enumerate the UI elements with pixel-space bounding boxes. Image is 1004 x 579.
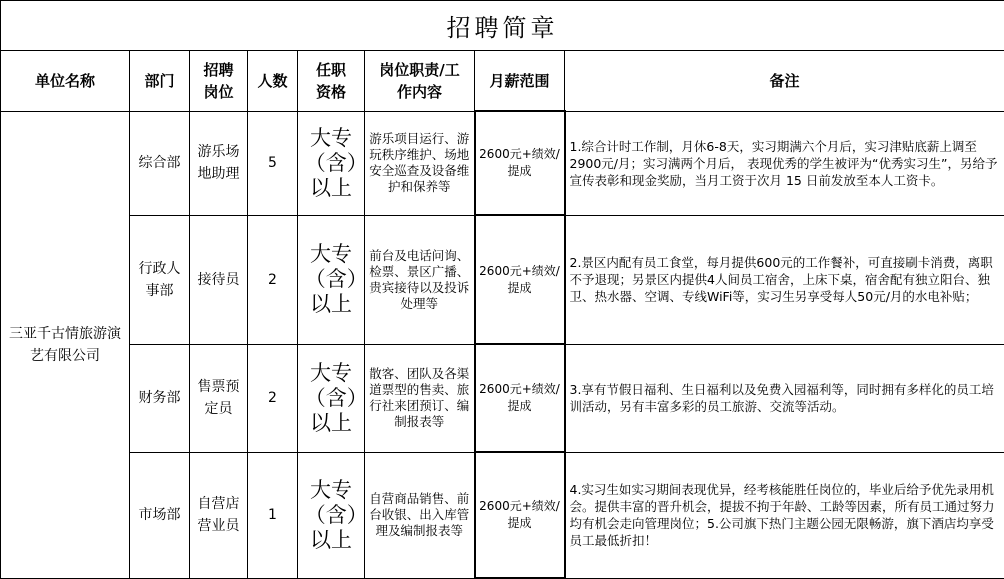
salary-cell: 2600元+绩效/提成: [475, 111, 565, 215]
table-row: [1, 452, 1004, 578]
qualification-cell: 大专（含）以上: [298, 452, 365, 578]
note-cell: 1.综合计时工作制，月休6-8天，实习期满六个月后，实习津贴底薪上调至2900元/月；实习满两个月后， 表现优秀的学生被评为“优秀实习生”，另给予宣传表彰和现金奖励，当月工资于次月 15 日前发放至本人工资卡。: [565, 111, 1004, 215]
salary-cell: 2600元+绩效/提成: [475, 344, 565, 452]
duties-cell: 游乐项目运行、游玩秩序维护、场地安全巡查及设备维护和保养等: [365, 111, 475, 215]
unit-name: 三亚千古情旅游演艺有限公司: [1, 111, 130, 578]
header-post: 招聘岗位: [190, 51, 248, 112]
note-cell: 2.景区内配有员工食堂，每月提供600元的工作餐补，可直接刷卡消费，离职不予退现；另景区内提供4人间员工宿舍，上床下桌，宿舍配有独立阳台、独卫、热水器、空调、专线WiFi等，实习生另享受每人50元/月的水电补贴；: [565, 215, 1004, 344]
table-row: [1, 111, 1004, 215]
note-cell: 3.享有节假日福利、生日福利以及免费入园福利等，同时拥有多样化的员工培训活动，另有丰富多彩的员工旅游、交流等活动。: [565, 344, 1004, 452]
count-cell: 2: [248, 215, 298, 344]
duties-cell: 前台及电话问询、检票、景区广播、贵宾接待以及投诉处理等: [365, 215, 475, 344]
qualification-cell: 大专（含）以上: [298, 344, 365, 452]
dept-cell: 行政人事部: [130, 215, 190, 344]
post-cell: 接待员: [190, 215, 248, 344]
count-cell: 2: [248, 344, 298, 452]
qualification-cell: 大专（含）以上: [298, 215, 365, 344]
post-cell: 售票预定员: [190, 344, 248, 452]
dept-cell: 市场部: [130, 452, 190, 578]
header-salary: 月薪范围: [475, 51, 565, 112]
header-unit: 单位名称: [1, 51, 130, 112]
count-cell: 5: [248, 111, 298, 215]
header-qualification: 任职资格: [298, 51, 365, 112]
count-cell: 1: [248, 452, 298, 578]
header-notes: 备注: [565, 51, 1004, 112]
salary-cell: 2600元+绩效/提成: [475, 452, 565, 578]
header-dept: 部门: [130, 51, 190, 112]
header-duties: 岗位职责/工作内容: [365, 51, 475, 112]
duties-cell: 散客、团队及各渠道票型的售卖、旅行社来团预订、编制报表等: [365, 344, 475, 452]
note-cell: 4.实习生如实习期间表现优异，经考核能胜任岗位的，毕业后给予优先录用机会。提供丰富的晋升机会，提拔不拘于年龄、工龄等因素，所有员工通过努力均有机会走向管理岗位；5.公司旗下热门主题公园无限畅游，旗下酒店均享受员工最低折扣！: [565, 452, 1004, 578]
header-count: 人数: [248, 51, 298, 112]
qualification-cell: 大专（含）以上: [298, 111, 365, 215]
post-cell: 自营店营业员: [190, 452, 248, 578]
duties-cell: 自营商品销售、前台收银、出入库管理及编制报表等: [365, 452, 475, 578]
dept-cell: 综合部: [130, 111, 190, 215]
dept-cell: 财务部: [130, 344, 190, 452]
salary-cell: 2600元+绩效/提成: [475, 215, 565, 344]
table-row: [1, 215, 1004, 344]
table-row: [1, 344, 1004, 452]
header-row: [1, 51, 1004, 112]
page-title: 招聘简章: [1, 1, 1004, 51]
post-cell: 游乐场地助理: [190, 111, 248, 215]
